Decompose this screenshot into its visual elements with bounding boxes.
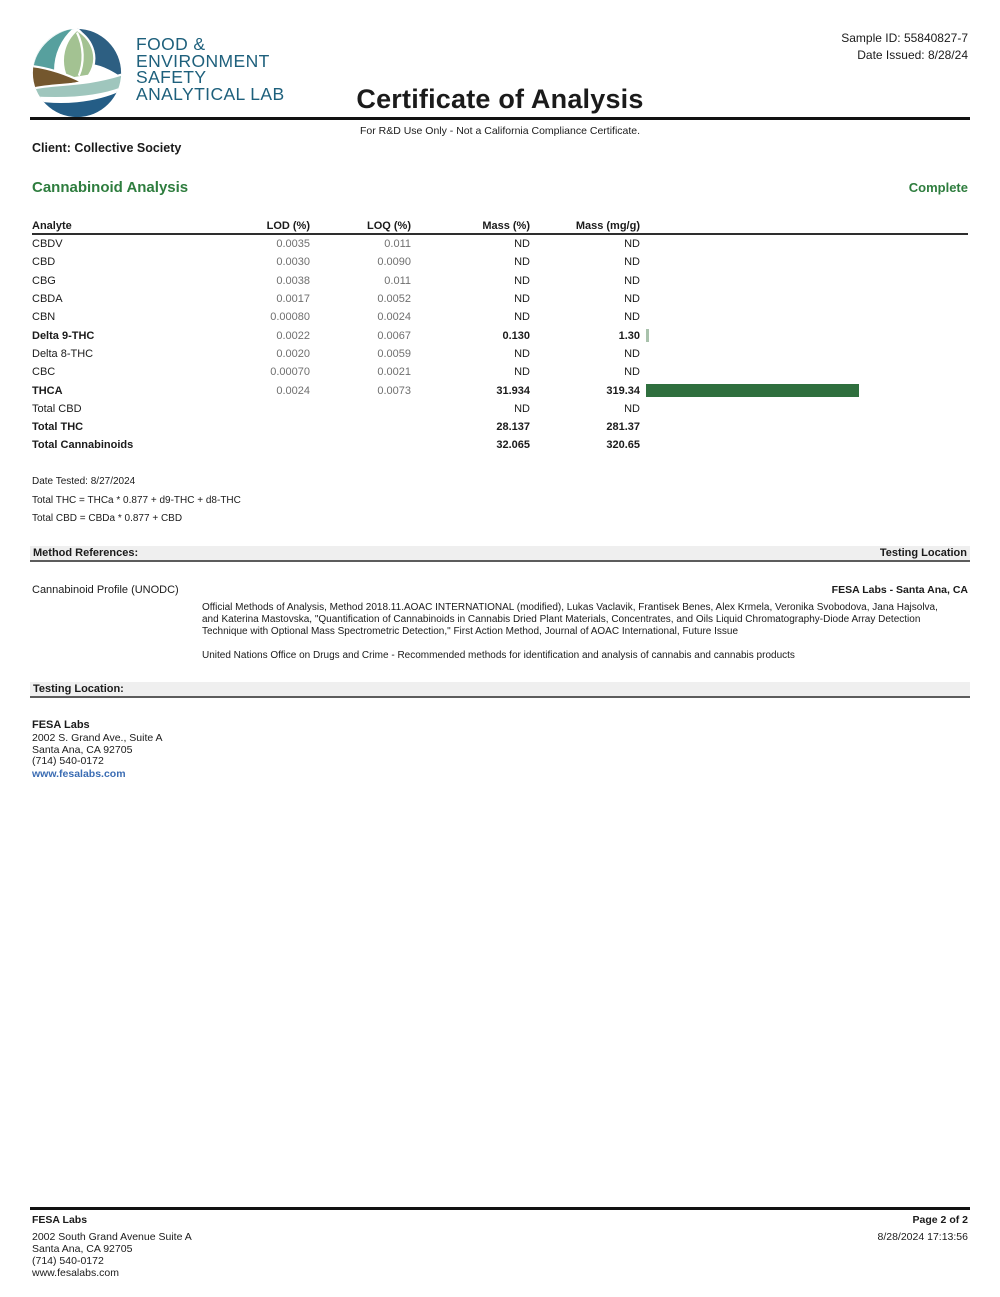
col-loq: LOQ (%) <box>367 220 411 232</box>
table-notes <box>32 476 241 532</box>
logo-text-line: SAFETY <box>136 67 207 87</box>
cell-massm: 320.65 <box>606 439 640 452</box>
cell-loq: 0.0052 <box>377 293 411 306</box>
table-row <box>32 253 968 271</box>
footer-address-line: (714) 540-0172 <box>32 1255 104 1267</box>
page-title: Certificate of Analysis <box>356 84 644 114</box>
table-note-line: Total CBD = CBDa * 0.877 + CBD <box>32 513 183 525</box>
cell-massp: ND <box>514 402 530 415</box>
cell-loq: 0.0021 <box>377 366 411 379</box>
cell-lod: 0.0020 <box>276 347 310 360</box>
cell-massm: ND <box>624 293 640 306</box>
table-row <box>32 345 968 363</box>
cell-loq: 0.0067 <box>377 329 411 342</box>
testing-location-block <box>32 720 163 781</box>
cell-massp: ND <box>514 256 530 269</box>
cell-massm: ND <box>624 238 640 251</box>
method-references-bar <box>30 546 970 562</box>
mass-bar-cell <box>640 329 968 342</box>
cell-massp: ND <box>514 347 530 360</box>
footer-divider <box>30 1207 970 1210</box>
cell-massp: ND <box>514 366 530 379</box>
cell-lod: 0.00080 <box>270 311 310 324</box>
cell-analyte: CBC <box>32 366 56 379</box>
table-row <box>32 235 968 253</box>
cell-massp: 28.137 <box>496 421 530 434</box>
document-ids <box>841 30 968 64</box>
mass-bar-cell <box>640 384 968 397</box>
cell-massm: ND <box>624 366 640 379</box>
table-row <box>32 326 968 344</box>
cell-lod: 0.00070 <box>270 366 310 379</box>
method-reference-paragraphs <box>202 602 954 674</box>
cell-lod: 0.0035 <box>276 238 310 251</box>
table-row <box>32 400 968 418</box>
cell-massp: 32.065 <box>496 439 530 452</box>
cell-massp: 31.934 <box>496 384 530 397</box>
col-lod: LOD (%) <box>266 220 310 232</box>
sample-id: Sample ID: 55840827-7 <box>841 31 968 45</box>
cell-massp: 0.130 <box>502 329 530 342</box>
cell-massp: ND <box>514 311 530 324</box>
cell-massm: ND <box>624 311 640 324</box>
cell-lod: 0.0038 <box>276 274 310 287</box>
testing-location-column-label: Testing Location <box>879 547 967 559</box>
cell-lod: 0.0022 <box>276 329 310 342</box>
cell-analyte: CBDV <box>32 238 63 251</box>
cell-analyte: CBG <box>32 274 56 287</box>
method-reference-paragraph: United Nations Office on Drugs and Crime - Recommended methods for identification and analysis of cannabis and cannabis products <box>202 650 795 661</box>
table-body <box>32 235 968 455</box>
client-name: Client: Collective Society <box>32 141 182 155</box>
cell-loq: 0.0059 <box>377 347 411 360</box>
method-references-label: Method References: <box>33 547 139 559</box>
cell-massm: 319.34 <box>606 384 640 397</box>
status-badge: Complete <box>908 180 968 195</box>
cannabinoid-table <box>32 219 968 455</box>
method-row <box>32 584 968 596</box>
testing-location-bar <box>30 682 970 698</box>
cell-loq: 0.0073 <box>377 384 411 397</box>
testing-lab-name: FESA Labs <box>32 719 90 731</box>
method-testing-location: FESA Labs - Santa Ana, CA <box>831 584 968 596</box>
col-mass-pct: Mass (%) <box>482 220 530 232</box>
cell-massm: 281.37 <box>606 421 640 434</box>
cell-loq: 0.0090 <box>377 256 411 269</box>
cell-lod: 0.0017 <box>276 293 310 306</box>
cell-massp: ND <box>514 293 530 306</box>
cell-analyte: Total Cannabinoids <box>32 439 134 452</box>
logo-text-line: FOOD & <box>136 34 206 54</box>
date-issued: Date Issued: 8/28/24 <box>857 48 968 62</box>
col-mass-mgg: Mass (mg/g) <box>575 220 640 232</box>
address-line: Santa Ana, CA 92705 <box>32 743 133 756</box>
cell-massm: 1.30 <box>618 329 640 342</box>
compliance-subtitle: For R&D Use Only - Not a California Compliance Certificate. <box>359 125 641 137</box>
col-analyte: Analyte <box>32 220 72 232</box>
method-name: Cannabinoid Profile (UNODC) <box>32 584 179 596</box>
cell-analyte: Delta 9-THC <box>32 329 95 342</box>
cell-loq: 0.011 <box>384 274 411 287</box>
cell-massp: ND <box>514 238 530 251</box>
section-title: Cannabinoid Analysis <box>32 179 189 196</box>
table-row <box>32 290 968 308</box>
footer-lab-info <box>32 1214 192 1279</box>
footer-address-line: Santa Ana, CA 92705 <box>32 1243 133 1255</box>
cell-analyte: Total THC <box>32 421 84 434</box>
table-header-row <box>32 219 968 235</box>
footer-address-line: 2002 South Grand Avenue Suite A <box>32 1231 192 1243</box>
table-row <box>32 436 968 454</box>
table-row <box>32 308 968 326</box>
cell-loq: 0.0024 <box>377 311 411 324</box>
cell-massm: ND <box>624 347 640 360</box>
mass-bar <box>646 384 859 397</box>
cell-massm: ND <box>624 256 640 269</box>
logo-text-line: ENVIRONMENT <box>136 50 270 71</box>
testing-location-label: Testing Location: <box>33 683 124 695</box>
footer-lab-address <box>32 1231 192 1279</box>
table-note-line: Total THC = THCa * 0.877 + d9-THC + d8-THC <box>32 494 241 506</box>
cell-analyte: CBN <box>32 311 56 324</box>
testing-lab-address <box>32 733 163 768</box>
cell-massm: ND <box>624 274 640 287</box>
footer-page-info <box>877 1214 968 1243</box>
table-row <box>32 363 968 381</box>
address-line: 2002 S. Grand Ave., Suite A <box>32 731 163 744</box>
cell-analyte: CBDA <box>32 293 63 306</box>
address-line: (714) 540-0172 <box>32 755 104 768</box>
table-row <box>32 418 968 436</box>
cell-massm: ND <box>624 402 640 415</box>
section-header <box>32 179 968 196</box>
mass-bar <box>646 329 649 342</box>
lab-website-link[interactable]: www.fesalabs.com <box>32 768 126 781</box>
cell-lod: 0.0030 <box>276 256 310 269</box>
cell-analyte: Total CBD <box>32 402 82 415</box>
table-row <box>32 272 968 290</box>
title-divider <box>30 117 970 120</box>
page-number: Page 2 of 2 <box>912 1214 968 1226</box>
method-reference-paragraph: Official Methods of Analysis, Method 2018.11.AOAC INTERNATIONAL (modified), Lukas Vaclavik, Frantisek Benes, Alex Krmela, Veronika Svobodova, Jana Hajsolva, and Katerina Mastovska, "Quantification of Cannabinoids in Cannabis Dried Plant Materials, Concentrates, and Oils Liquid Chromatography-Diode Array Detection Technique with Optional Mass Spectrometric Detection," First Action Method, Journal of AOAC International, Future Issue <box>202 602 938 637</box>
cell-massp: ND <box>514 274 530 287</box>
cell-analyte: CBD <box>32 256 56 269</box>
table-row <box>32 381 968 399</box>
footer-address-line: www.fesalabs.com <box>32 1267 119 1279</box>
cell-lod: 0.0024 <box>276 384 310 397</box>
cell-analyte: Delta 8-THC <box>32 347 94 360</box>
cell-loq: 0.011 <box>384 238 411 251</box>
cell-analyte: THCA <box>32 384 63 397</box>
footer-lab-name: FESA Labs <box>32 1214 88 1226</box>
table-note-line: Date Tested: 8/27/2024 <box>32 476 136 487</box>
footer-timestamp: 8/28/2024 17:13:56 <box>877 1231 968 1243</box>
logo-text-line: ANALYTICAL LAB <box>136 83 285 104</box>
